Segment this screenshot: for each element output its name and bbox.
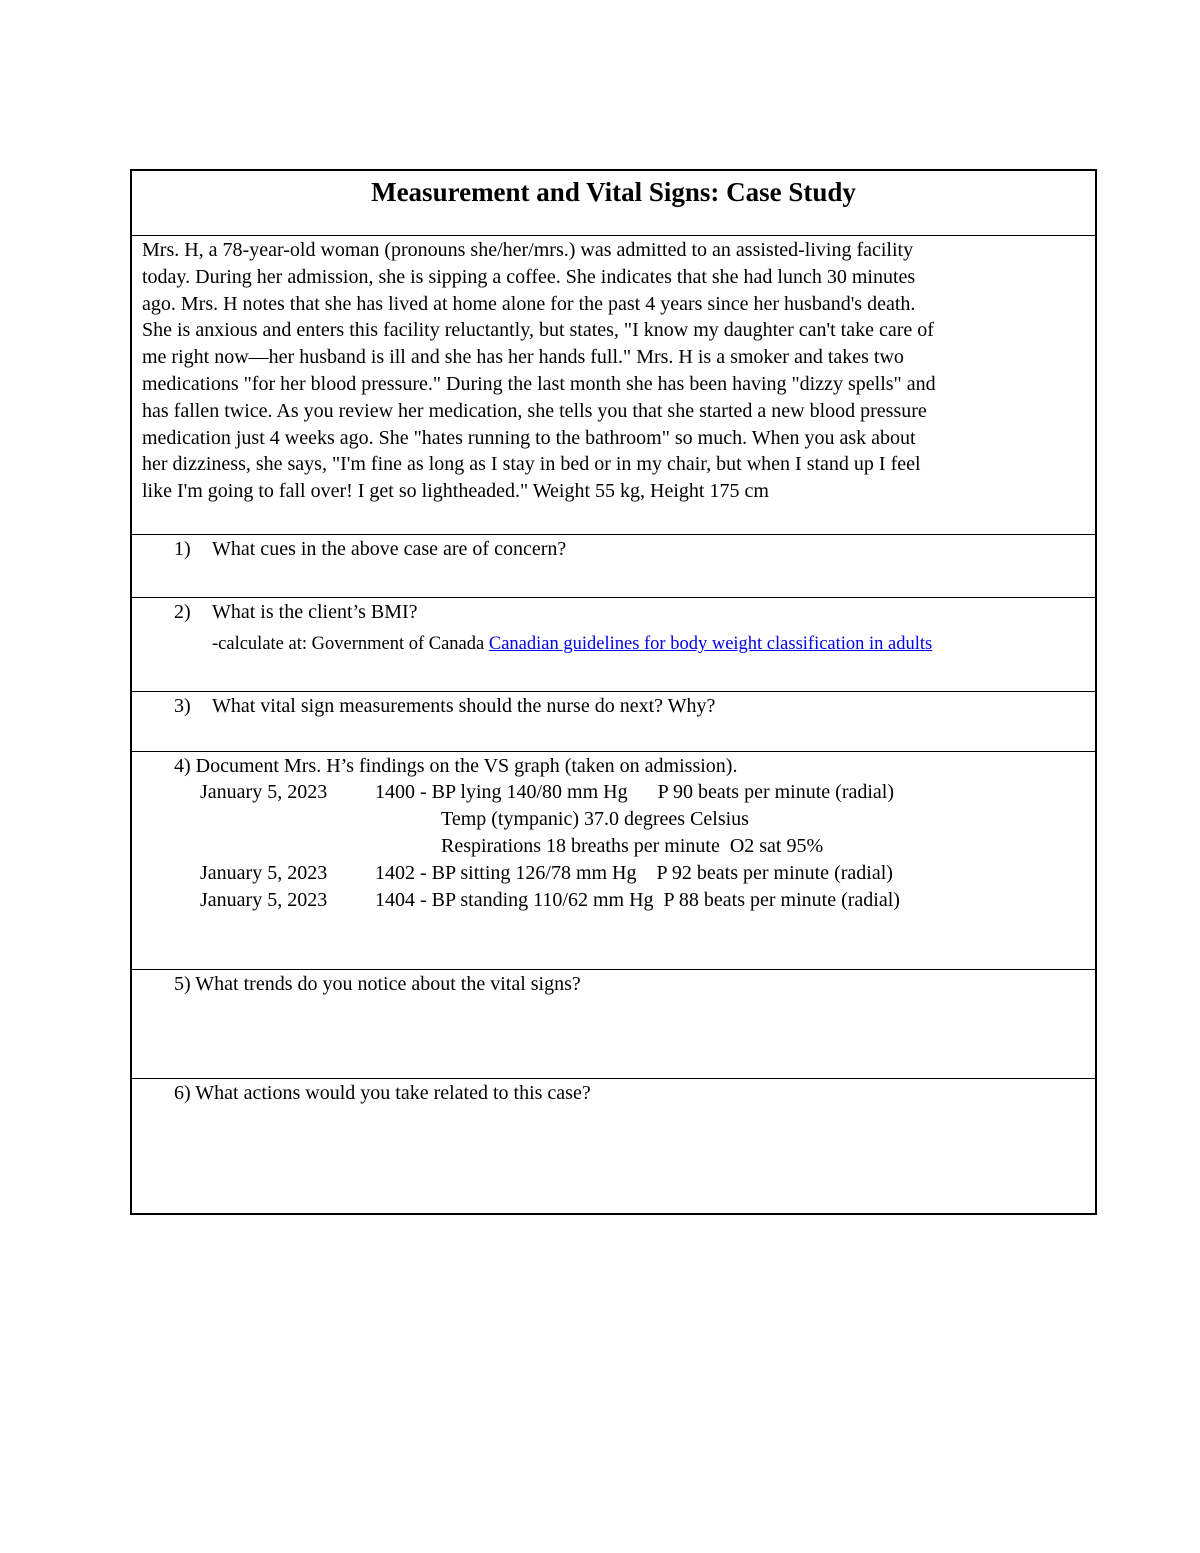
vs-entry-date: January 5, 2023 bbox=[200, 889, 328, 911]
vs-entry bbox=[200, 806, 1095, 833]
vs-entry bbox=[200, 779, 1095, 806]
question-1-number: 1) bbox=[174, 538, 191, 560]
question-4-text: 4) Document Mrs. H’s findings on the VS graph (taken on admission). bbox=[174, 755, 738, 777]
question-5-text: 5) What trends do you notice about the vital signs? bbox=[174, 973, 581, 995]
bmi-hint-prefix: -calculate at: Government of Canada bbox=[212, 634, 489, 654]
vital-signs-entries bbox=[200, 779, 1095, 914]
vs-entry-reading: 1400 - BP lying 140/80 mm Hg P 90 beats per minute (radial) bbox=[375, 781, 895, 803]
vs-entry-reading: 1402 - BP sitting 126/78 mm Hg P 92 beats per minute (radial) bbox=[375, 862, 893, 884]
vs-entry bbox=[200, 860, 1095, 887]
vs-entry-date: January 5, 2023 bbox=[200, 781, 328, 803]
vs-entry-date: January 5, 2023 bbox=[200, 862, 328, 884]
question-3-number: 3) bbox=[174, 695, 191, 717]
question-6-row bbox=[132, 1078, 1095, 1213]
question-5-row bbox=[132, 969, 1095, 1078]
vs-entry-reading: 1404 - BP standing 110/62 mm Hg P 88 beats per minute (radial) bbox=[375, 889, 900, 911]
vs-entry bbox=[200, 887, 1095, 914]
question-1-row bbox=[132, 534, 1095, 597]
bmi-guidelines-link[interactable]: Canadian guidelines for body weight classification in adults bbox=[488, 634, 933, 654]
question-3-text: What vital sign measurements should the nurse do next? Why? bbox=[212, 695, 716, 717]
vs-entry bbox=[200, 833, 1095, 860]
question-2-row bbox=[132, 597, 1095, 691]
bmi-calculator-hint bbox=[212, 625, 1095, 657]
case-paragraph: Mrs. H, a 78-year-old woman (pronouns she/her/mrs.) was admitted to an assisted-living facility today. During her admission, she is sipping a coffee. She indicates that she had lunch 30 minutes ago. Mrs. H notes that she has lived at home alone for the past 4 years since her husband's death. She is anxious and enters this facility reluctantly, but states, "I know my daughter can't take care of me right now—her husband is ill and she has her hands full." Mrs. H is a smoker and takes two medications "for her blood pressure." During the last month she has been having "dizzy spells" and has fallen twice. As you review her medication, she tells you that she started a new blood pressure medication just 4 weeks ago. She "hates running to the bathroom" so much. When you ask about her dizziness, she says, "I'm fine as long as I stay in bed or in my chair, but when I stand up I feel like I'm going to fall over! I get so lightheaded." Weight 55 kg, Height 175 cm bbox=[142, 239, 936, 503]
question-2-number: 2) bbox=[174, 601, 191, 623]
vs-entry-reading: Temp (tympanic) 37.0 degrees Celsius bbox=[441, 808, 749, 830]
question-2-text: What is the client’s BMI? bbox=[212, 601, 418, 623]
title-row bbox=[132, 171, 1095, 235]
vs-entry-reading: Respirations 18 breaths per minute O2 sat 95% bbox=[441, 835, 824, 857]
question-3-row bbox=[132, 691, 1095, 751]
question-1 bbox=[174, 535, 1095, 562]
question-3 bbox=[174, 692, 1095, 719]
case-description-row bbox=[132, 235, 1095, 534]
question-4-row bbox=[132, 751, 1095, 969]
question-6-text: 6) What actions would you take related to this case? bbox=[174, 1082, 591, 1104]
question-2 bbox=[174, 598, 1095, 625]
document-title: Measurement and Vital Signs: Case Study bbox=[371, 177, 856, 207]
case-study-table bbox=[130, 169, 1097, 1215]
question-1-text: What cues in the above case are of concern? bbox=[212, 538, 567, 560]
